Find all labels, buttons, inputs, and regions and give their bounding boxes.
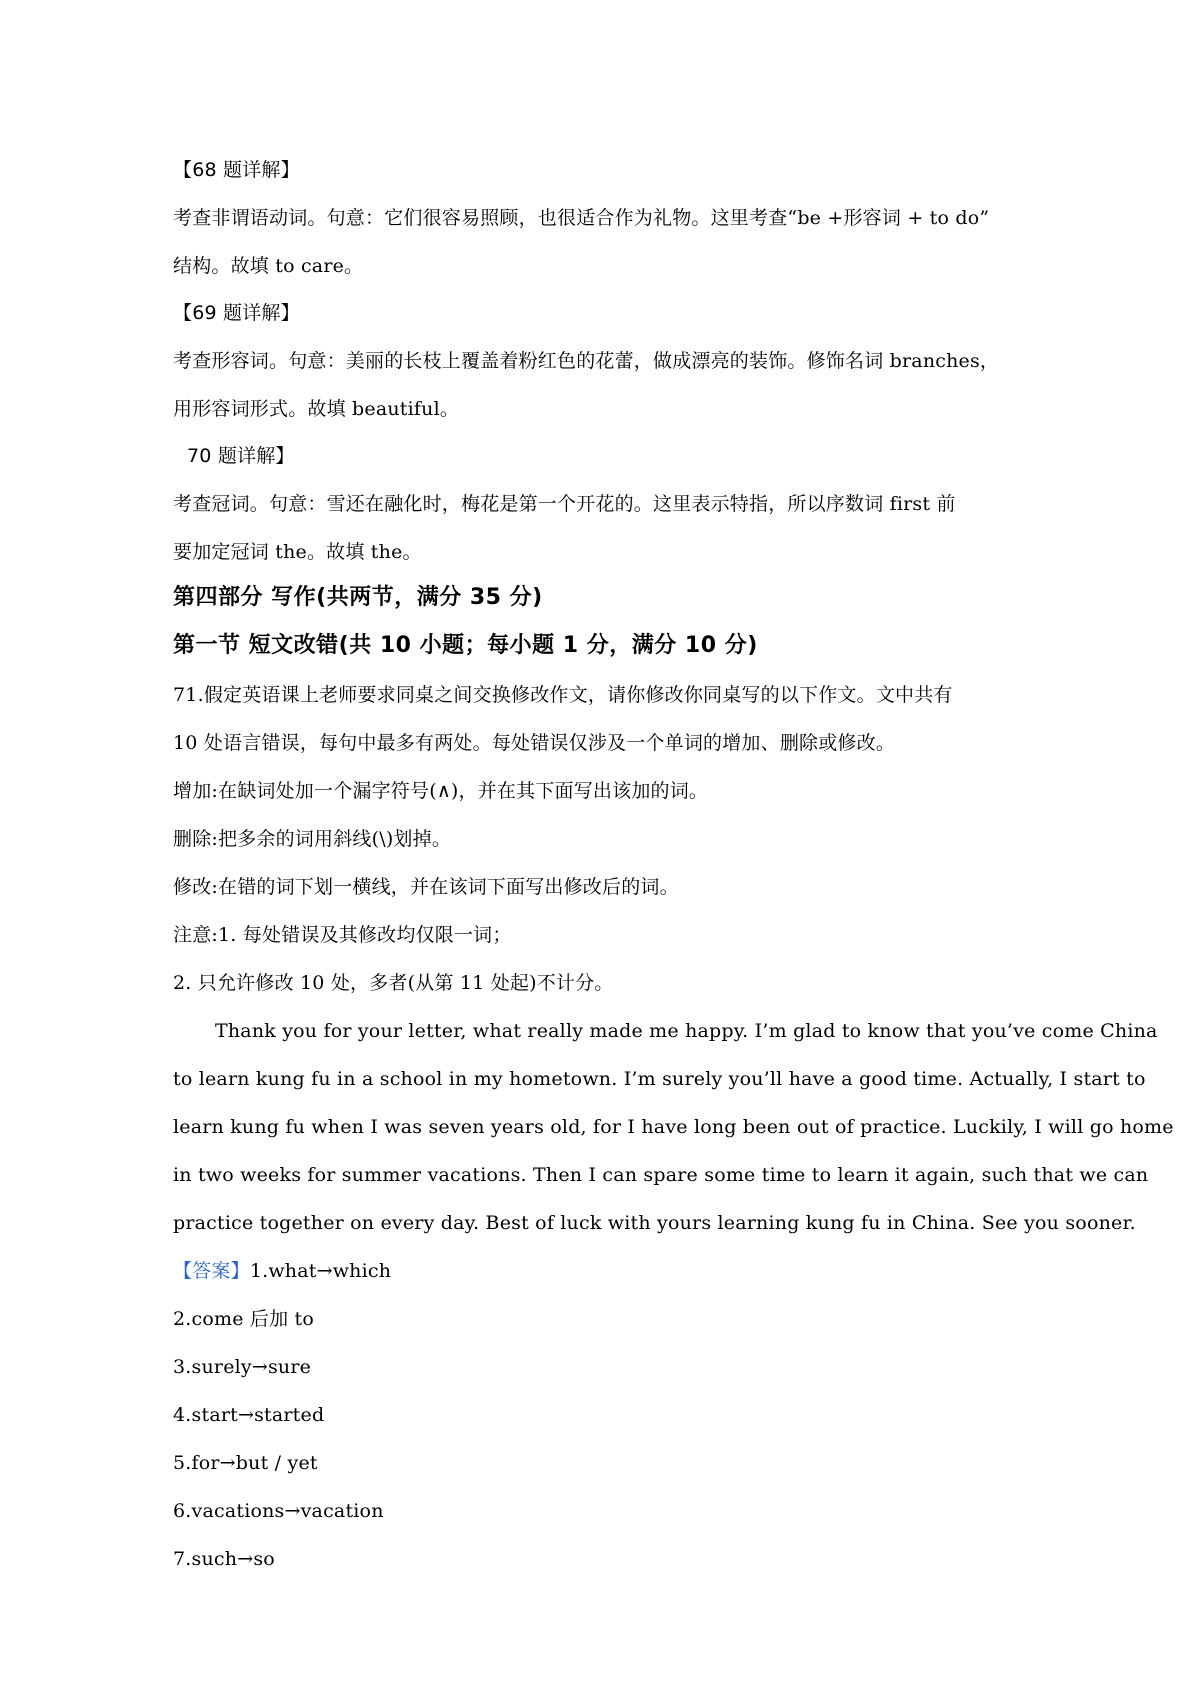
q68-heading: 【68 题详解】 (173, 159, 300, 181)
q70-explanation-line-1: 考查冠词。句意：雪还在融化时，梅花是第一个开花的。这里表示特指，所以序数词 first 前 (173, 493, 956, 515)
q70-explanation-line-2: 要加定冠词 the。故填 the。 (173, 541, 422, 563)
answer-item-5: 5.for→but / yet (173, 1452, 318, 1474)
answer-item-1: 1.what→which (249, 1260, 392, 1282)
q69-explanation-line-2: 用形容词形式。故填 beautiful。 (173, 398, 460, 420)
q71-note-2: 2. 只允许修改 10 处，多者(从第 11 处起)不计分。 (173, 972, 614, 994)
q69-heading: 【69 题详解】 (173, 302, 300, 324)
answer-item-4: 4.start→started (173, 1404, 325, 1426)
passage-line-5: practice together on every day. Best of luck with yours learning kung fu in China. See you sooner. (173, 1212, 1136, 1234)
part4-title: 第四部分 写作(共两节，满分 35 分) (173, 585, 543, 610)
q71-delete-rule: 删除:把多余的词用斜线(\)划掉。 (173, 828, 452, 850)
answer-line (173, 1258, 391, 1284)
passage-line-4: in two weeks for summer vacations. Then I can spare some time to learn it again, such that we can (173, 1164, 1149, 1186)
answer-item-2: 2.come 后加 to (173, 1308, 315, 1330)
answer-item-3: 3.surely→sure (173, 1356, 312, 1378)
q71-add-rule: 增加:在缺词处加一个漏字符号(∧)，并在其下面写出该加的词。 (173, 780, 709, 802)
q71-instruction-line-2: 10 处语言错误，每句中最多有两处。每处错误仅涉及一个单词的增加、删除或修改。 (173, 732, 896, 754)
passage-line-1: Thank you for your letter, what really made me happy. I’m glad to know that you’ve come China (215, 1020, 1158, 1042)
q68-explanation-line-1: 考查非谓语动词。句意：它们很容易照顾，也很适合作为礼物。这里考查“be +形容词 + to do” (173, 207, 990, 229)
passage-line-2: to learn kung fu in a school in my hometown. I’m surely you’ll have a good time. Actually, I start to (173, 1068, 1146, 1090)
q70-heading: 70 题详解】 (187, 445, 295, 467)
answer-item-7: 7.such→so (173, 1548, 275, 1570)
q68-explanation-line-2: 结构。故填 to care。 (173, 255, 364, 277)
answer-label: 【答案】 (173, 1260, 250, 1282)
q71-modify-rule: 修改:在错的词下划一横线，并在该词下面写出修改后的词。 (173, 876, 679, 898)
part4-section1-title: 第一节 短文改错(共 10 小题；每小题 1 分，满分 10 分) (173, 633, 758, 658)
q71-note-1: 注意:1. 每处错误及其修改均仅限一词； (173, 924, 512, 946)
q71-instruction-line-1: 71.假定英语课上老师要求同桌之间交换修改作文，请你修改你同桌写的以下作文。文中共有 (173, 684, 953, 706)
passage-line-3: learn kung fu when I was seven years old, for I have long been out of practice. Luckily, I will go home (173, 1116, 1174, 1138)
q69-explanation-line-1: 考查形容词。句意：美丽的长枝上覆盖着粉红色的花蕾，做成漂亮的装饰。修饰名词 branches， (173, 350, 1000, 372)
answer-item-6: 6.vacations→vacation (173, 1500, 384, 1522)
